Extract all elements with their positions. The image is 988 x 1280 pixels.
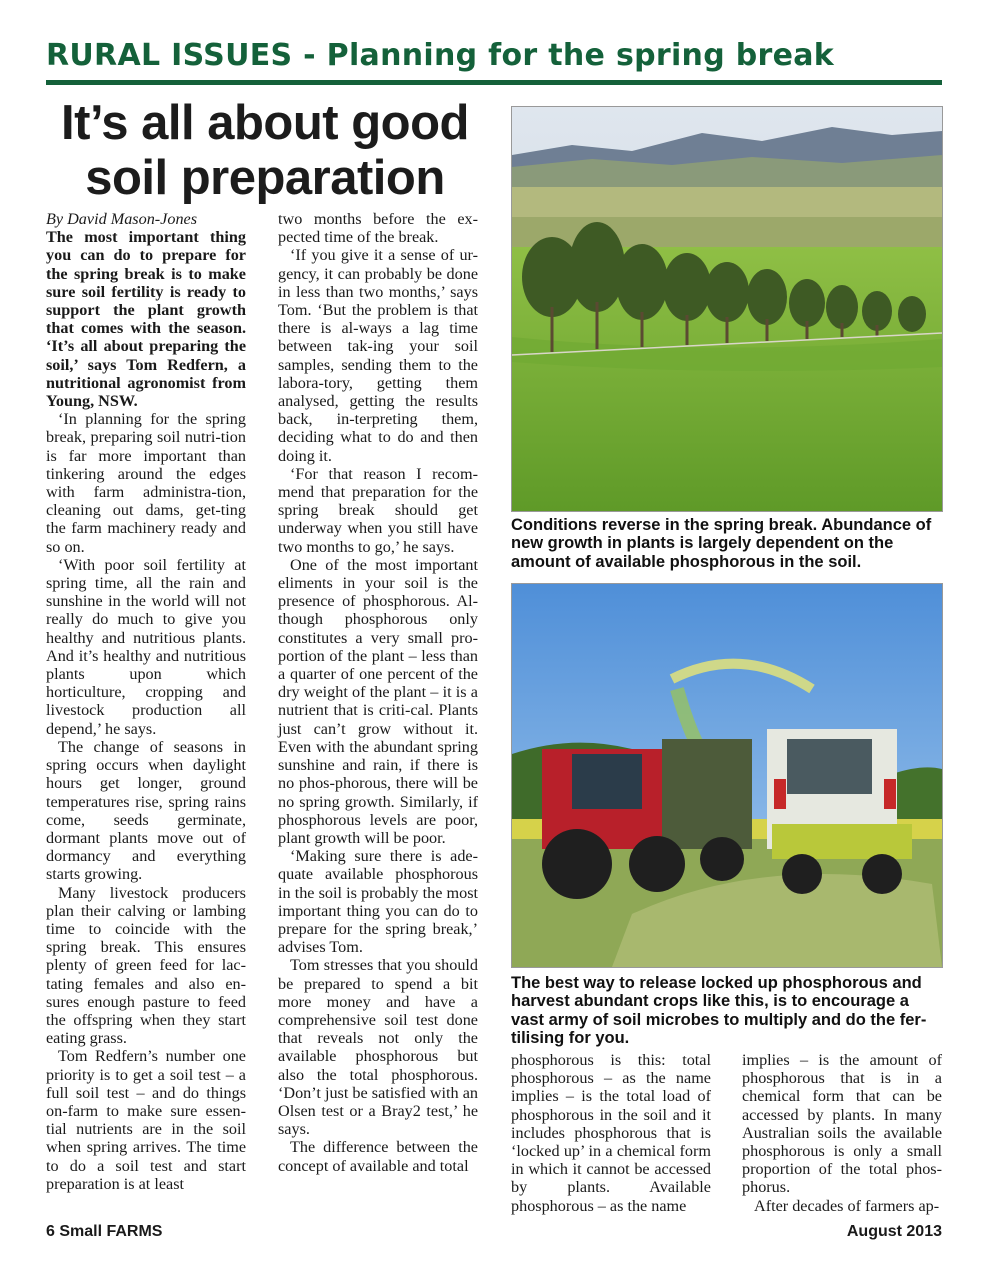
harvester-photo (511, 583, 943, 968)
pasture-landscape-photo (511, 106, 943, 512)
section-header: RURAL ISSUES - Planning for the spring break (46, 38, 835, 73)
column-4 (742, 1051, 942, 1215)
photo-2-caption: The best way to release locked up phosphorous and harvest abundant crops like this, is to encourage a vast army of soil microbes to multiply and do the fer-tilising for you. (511, 974, 927, 1048)
body-paragraph: ‘Making sure there is ade-quate available phosphorous in the soil is probably the most important thing you can do to prepare for the spring break,’ advises Tom. (278, 847, 478, 957)
photo-1-caption: Conditions reverse in the spring break. Abundance of new growth in plants is largely dependent on the amount of available phosphorous in the soil. (511, 516, 932, 571)
headline: It’s all about good soil preparation (61, 96, 469, 205)
body-paragraph: After decades of farmers ap- (754, 1196, 940, 1215)
body-paragraph: The difference between the concept of available and total (278, 1138, 478, 1175)
body-paragraph: Tom stresses that you should be prepared to spend a bit more money and have a comprehensive soil test done that reveals not only the available phosphorous but also the total phosphorous. ‘Don’t just be satisfied with an Olsen test or a Bray2 test,’ he says. (278, 956, 478, 1139)
byline: By David Mason-Jones (46, 210, 198, 228)
lead-paragraph: The most important thing you can do to prepare for the spring break is to make sure soil fertility is ready to support the plant growth that comes with the season. ‘It’s all about preparing the soil,’ says Tom Redfern, a nutritional agronomist from Young, NSW. (46, 228, 246, 411)
body-paragraph: ‘For that reason I recom-mend that preparation for the spring break should get underway when you still have two months to go,’ he says. (278, 464, 478, 556)
harvester-image (512, 584, 942, 967)
column-1 (46, 210, 246, 1193)
body-paragraph: One of the most important eliments in your soil is the presence of phosphorous. Al-though phosphorous only constitutes a very small pro-portion of the plant – less than a quarter of one percent of the dry weight of the plant – it is a nutrient that is criti-cal. Plants just can’t grow without it. Even with the abundant spring sunshine and rain, if there is no phos-phorous, there will be no spring growth. Similarly, if phosphorous levels are poor, plant growth will be poor. (278, 555, 478, 847)
body-paragraph: Tom Redfern’s number one priority is to get a soil test – a full soil test – and do things on-farm to make sure essen-tial nutrients are in the soil when spring arrives. The time to do a soil test and start preparation is at least (46, 1047, 246, 1193)
column-3 (511, 1051, 711, 1215)
body-paragraph: The change of seasons in spring occurs when daylight hours get longer, ground temperatures rise, spring rains come, seeds germinate, dormant plants move out of dormancy and everything starts growing. (46, 737, 246, 884)
header-rule (46, 80, 942, 85)
body-paragraph: two months before the ex-pected time of the break. (278, 210, 478, 247)
body-paragraph: phosphorous is this: total phosphorous – as the name implies – is the total load of phosphorous in the soil and it includes phosphorous that is ‘locked up’ in a chemical form in which it cannot be accessed by plants. Available phosphorous – as the name (511, 1051, 711, 1215)
body-paragraph: ‘If you give it a sense of ur-gency, it can probably be done in less than two months,’ says Tom. ‘But the problem is that there is al-ways a lag time between tak-ing your soil samples, sending them to the labora-tory, getting them analysed, getting the results back, in-terpreting them, deciding what to do and then doing it. (278, 246, 478, 465)
footer-page-number: 6 Small FARMS (46, 1223, 163, 1240)
footer-date: August 2013 (846, 1223, 942, 1240)
body-paragraph: implies – is the amount of phosphorous that is in a chemical form that can be accessed by plants. In many Australian soils the available phosphorous is only a small proportion of the total phos-phorus. (742, 1051, 942, 1197)
column-2 (278, 210, 478, 1175)
body-paragraph: ‘In planning for the spring break, preparing soil nutri-tion is far more important than tinkering around the edges with farm administra-tion, cleaning out dams, get-ting the farm machinery ready and so on. (46, 410, 246, 556)
body-paragraph: ‘With poor soil fertility at spring time, all the rain and sunshine in the world will not really do much to give you healthy and nutritious plants. And it’s healthy and nutritious plants upon which horticulture, cropping and livestock production all depend,’ he says. (46, 555, 246, 738)
pasture-landscape-image (512, 107, 942, 511)
body-paragraph: Many livestock producers plan their calving or lambing time to coincide with the spring break. This ensures plenty of green feed for lac-tating females and also en-sures enough pasture to feed the offspring when they start eating grass. (46, 883, 246, 1048)
